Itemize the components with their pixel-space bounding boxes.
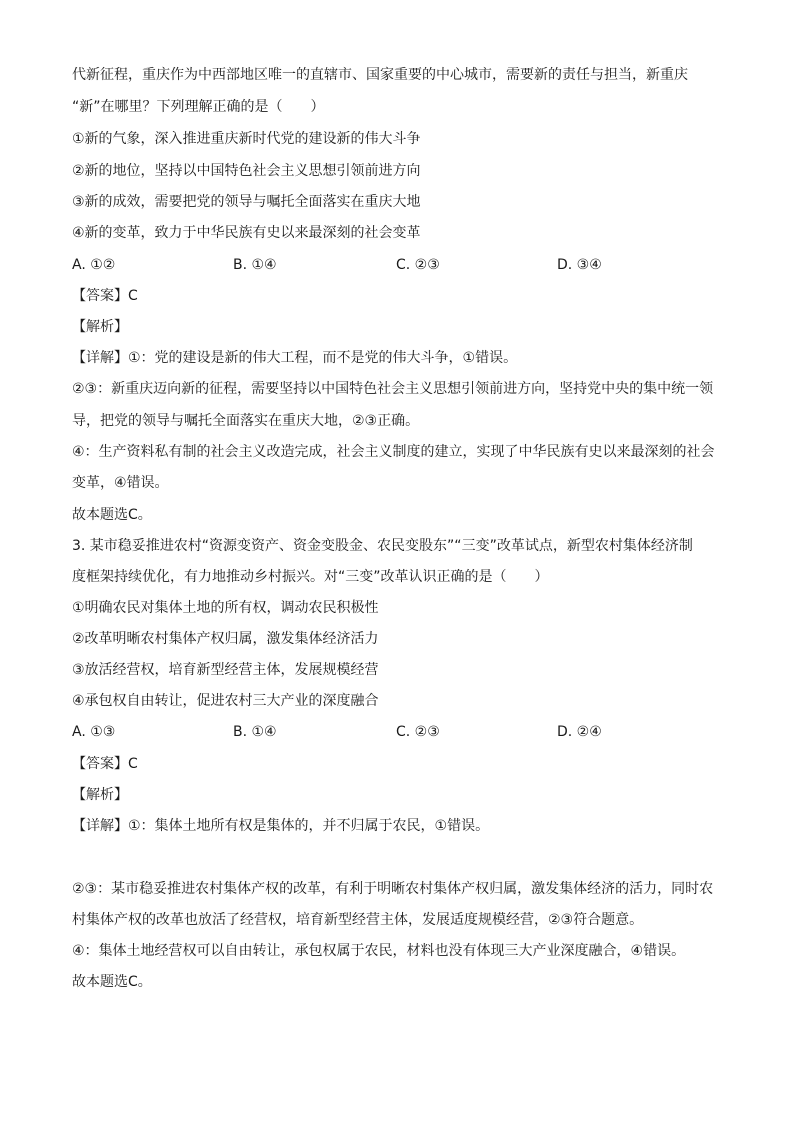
q2-item-2: ②新的地位，坚持以中国特色社会主义思想引领前进方向	[72, 163, 421, 179]
q3-stem-line2: 度框架持续优化，有力地推动乡村振兴。对“三变”改革认识正确的是（ ）	[72, 569, 549, 585]
q3-item-4: ④承包权自由转让，促进农村三大产业的深度融合	[72, 693, 379, 709]
q3-item-2: ②改革明晰农村集体产权归属，激发集体经济活力	[72, 631, 379, 647]
q2-item-3: ③新的成效，需要把党的领导与嘱托全面落实在重庆大地	[72, 194, 421, 210]
q3-answer: 【答案】C	[72, 756, 138, 772]
q2-detail-1: 【详解】①：党的建设是新的伟大工程，而不是党的伟大斗争，①错误。	[72, 350, 518, 366]
q3-option-b: B. ①④	[233, 724, 277, 740]
q2-option-d: D. ③④	[557, 257, 602, 273]
q3-detail-2: ②③：某市稳妥推进农村集体产权的改革，有利于明晰农村集体产权归属，激发集体经济的活力，同时农	[72, 881, 714, 897]
q2-analysis-label: 【解析】	[72, 319, 128, 335]
q3-detail-4: ④：集体土地经营权可以自由转让，承包权属于农民，材料也没有体现三大产业深度融合，④错误。	[72, 943, 686, 959]
q3-option-c: C. ②③	[396, 724, 440, 740]
q2-item-1: ①新的气象，深入推进重庆新时代党的建设新的伟大斗争	[72, 131, 421, 147]
q3-option-d: D. ②④	[557, 724, 602, 740]
q3-item-1: ①明确农民对集体土地的所有权，调动农民积极性	[72, 600, 379, 616]
q2-detail-2: ②③：新重庆迈向新的征程，需要坚持以中国特色社会主义思想引领前进方向，坚持党中央的集中统一领	[72, 381, 714, 397]
q2-option-b: B. ①④	[233, 257, 277, 273]
q3-detail-5: 故本题选C。	[72, 974, 152, 990]
q2-item-4: ④新的变革，致力于中华民族有史以来最深刻的社会变革	[72, 225, 421, 241]
q3-option-a: A. ①③	[72, 724, 116, 740]
q2-detail-5: 变革，④错误。	[72, 475, 169, 491]
q2-answer: 【答案】C	[72, 288, 138, 304]
q3-analysis-label: 【解析】	[72, 787, 128, 803]
q2-stem-line1: 代新征程，重庆作为中西部地区唯一的直辖市、国家重要的中心城市，需要新的责任与担当，新重庆	[72, 67, 688, 83]
q2-option-a: A. ①②	[72, 257, 116, 273]
q3-detail-1: 【详解】①：集体土地所有权是集体的，并不归属于农民，①错误。	[72, 818, 490, 834]
q2-detail-6: 故本题选C。	[72, 507, 152, 523]
q2-detail-4: ④：生产资料私有制的社会主义改造完成，社会主义制度的建立，实现了中华民族有史以来最深刻的社会	[72, 444, 715, 460]
q3-stem-line1: 3. 某市稳妥推进农村“资源变资产、资金变股金、农民变股东”“三变”改革试点，新型农村集体经济制	[72, 538, 693, 554]
q2-detail-3: 导，把党的领导与嘱托全面落实在重庆大地，②③正确。	[72, 413, 420, 429]
q2-option-c: C. ②③	[396, 257, 440, 273]
q3-detail-3: 村集体产权的改革也放活了经营权，培育新型经营主体，发展适度规模经营，②③符合题意。	[72, 912, 644, 928]
q3-item-3: ③放活经营权，培育新型经营主体，发展规模经营	[72, 662, 379, 678]
q2-stem-line2: “新”在哪里？下列理解正确的是（ ）	[72, 99, 325, 115]
